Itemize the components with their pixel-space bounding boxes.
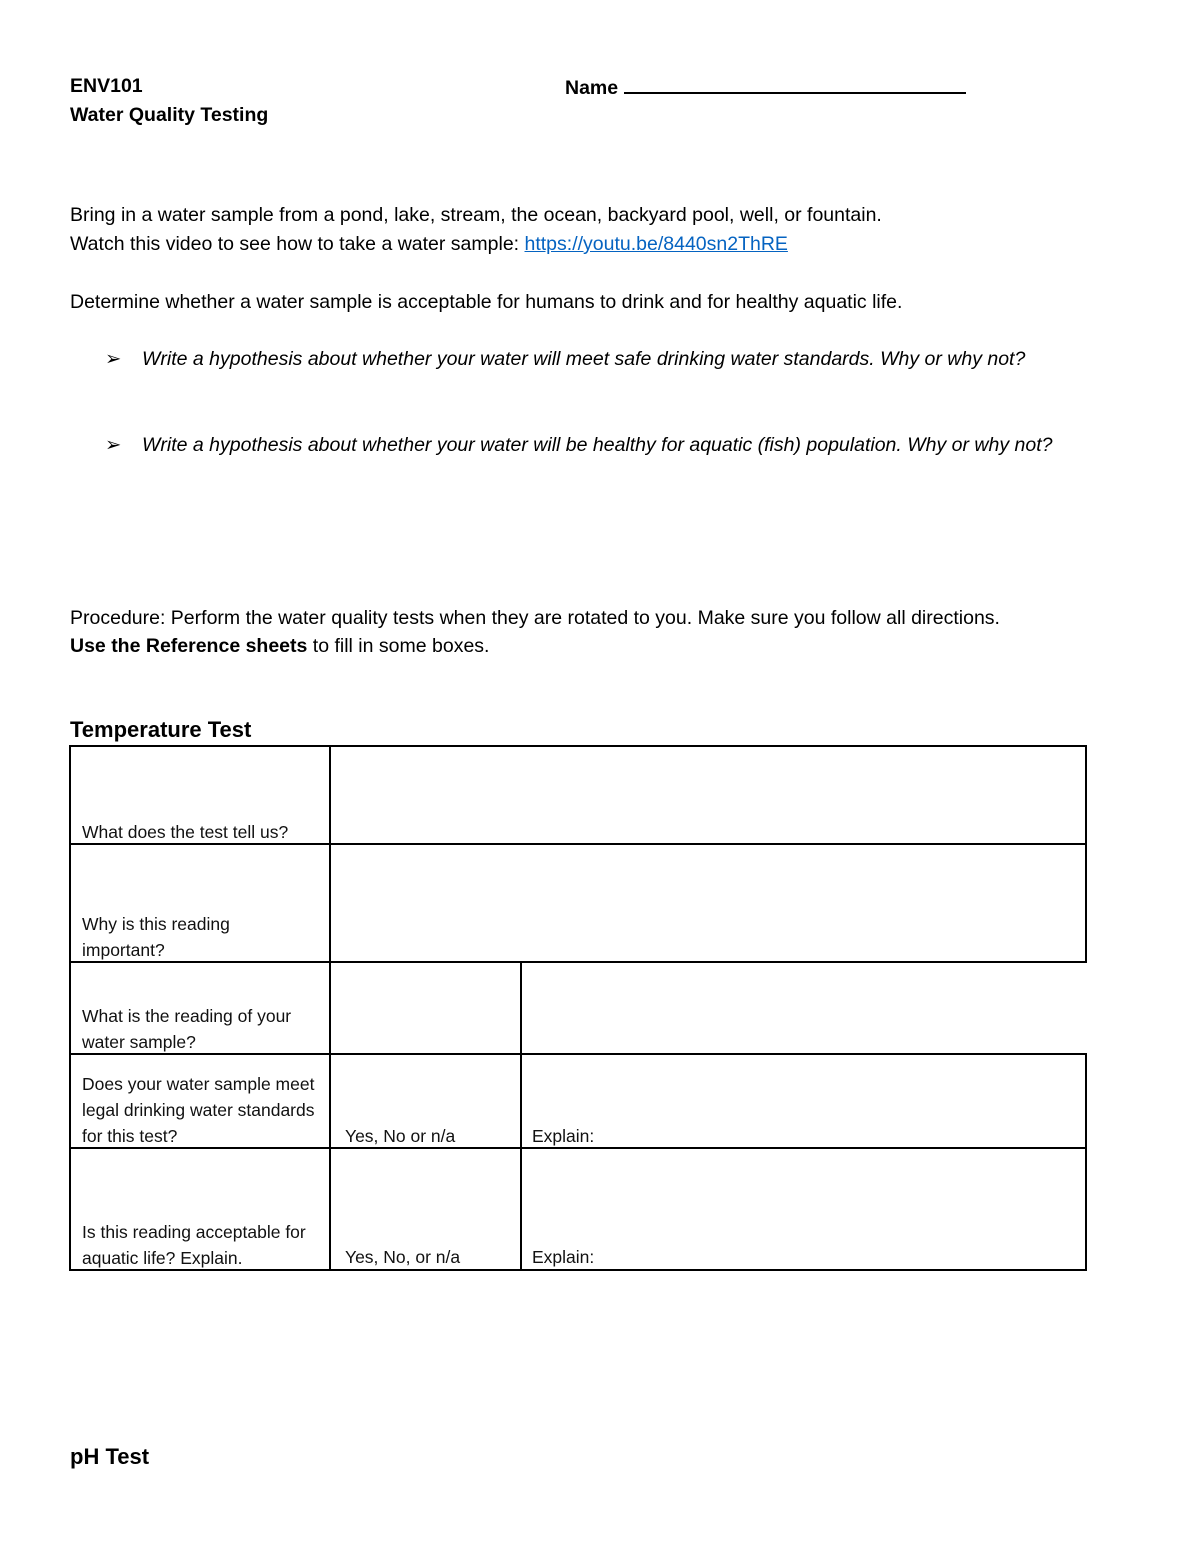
table-border — [1085, 1053, 1087, 1271]
table-border — [69, 745, 71, 1271]
drinking-standards-explain[interactable]: Explain: — [532, 1126, 595, 1146]
table-border — [1085, 745, 1087, 963]
name-label: Name — [565, 77, 619, 99]
video-instruction — [70, 230, 788, 258]
arrow-bullet-icon: ➢ — [105, 434, 122, 456]
ph-test-heading: pH Test — [70, 1444, 150, 1469]
aquatic-life-choice[interactable]: Yes, No, or n/a — [345, 1247, 461, 1267]
video-link[interactable]: https://youtu.be/8440sn2ThRE — [524, 233, 788, 255]
row-label-importance: Why is this reading important? — [82, 914, 230, 960]
name-field[interactable] — [565, 72, 966, 102]
hypothesis-prompt: Write a hypothesis about whether your water will be healthy for aquatic (fish) population. Why or why not? — [142, 434, 1053, 456]
procedure-text: Procedure: Perform the water quality tests when they are rotated to you. Make sure you follow all directions. — [70, 607, 1000, 629]
hypothesis-prompt: Write a hypothesis about whether your water will meet safe drinking water standards. Why or why not? — [142, 348, 1026, 370]
reading-answer-cell[interactable] — [331, 963, 518, 1052]
drinking-standards-choice[interactable]: Yes, No or n/a — [345, 1126, 456, 1146]
reference-note-rest: to fill in some boxes. — [307, 635, 490, 657]
importance-answer-cell[interactable] — [331, 845, 1083, 960]
row-label-drinking-standards: Does your water sample meet legal drinking water standards for this test? — [82, 1074, 315, 1146]
name-blank-line[interactable] — [624, 72, 966, 94]
procedure-reference-note — [70, 632, 489, 660]
reference-sheets-emphasis: Use the Reference sheets — [70, 635, 308, 657]
intro-instruction: Bring in a water sample from a pond, lake, stream, the ocean, backyard pool, well, or fountain. — [70, 204, 882, 226]
row-label-aquatic-life: Is this reading acceptable for aquatic life? Explain. — [82, 1222, 306, 1268]
reading-notes-cell[interactable] — [522, 963, 1086, 1052]
row-label-test-purpose: What does the test tell us? — [82, 822, 289, 842]
objective-statement: Determine whether a water sample is acceptable for humans to drink and for healthy aquatic life. — [70, 291, 903, 313]
document-title: Water Quality Testing — [70, 104, 269, 126]
arrow-bullet-icon: ➢ — [105, 348, 122, 370]
test-purpose-answer-cell[interactable] — [331, 747, 1083, 842]
temperature-test-heading: Temperature Test — [70, 717, 252, 742]
video-instruction-text: Watch this video to see how to take a water sample: — [70, 233, 525, 255]
course-code: ENV101 — [70, 75, 143, 97]
row-label-reading: What is the reading of your water sample? — [82, 1006, 292, 1052]
aquatic-life-explain[interactable]: Explain: — [532, 1247, 595, 1267]
